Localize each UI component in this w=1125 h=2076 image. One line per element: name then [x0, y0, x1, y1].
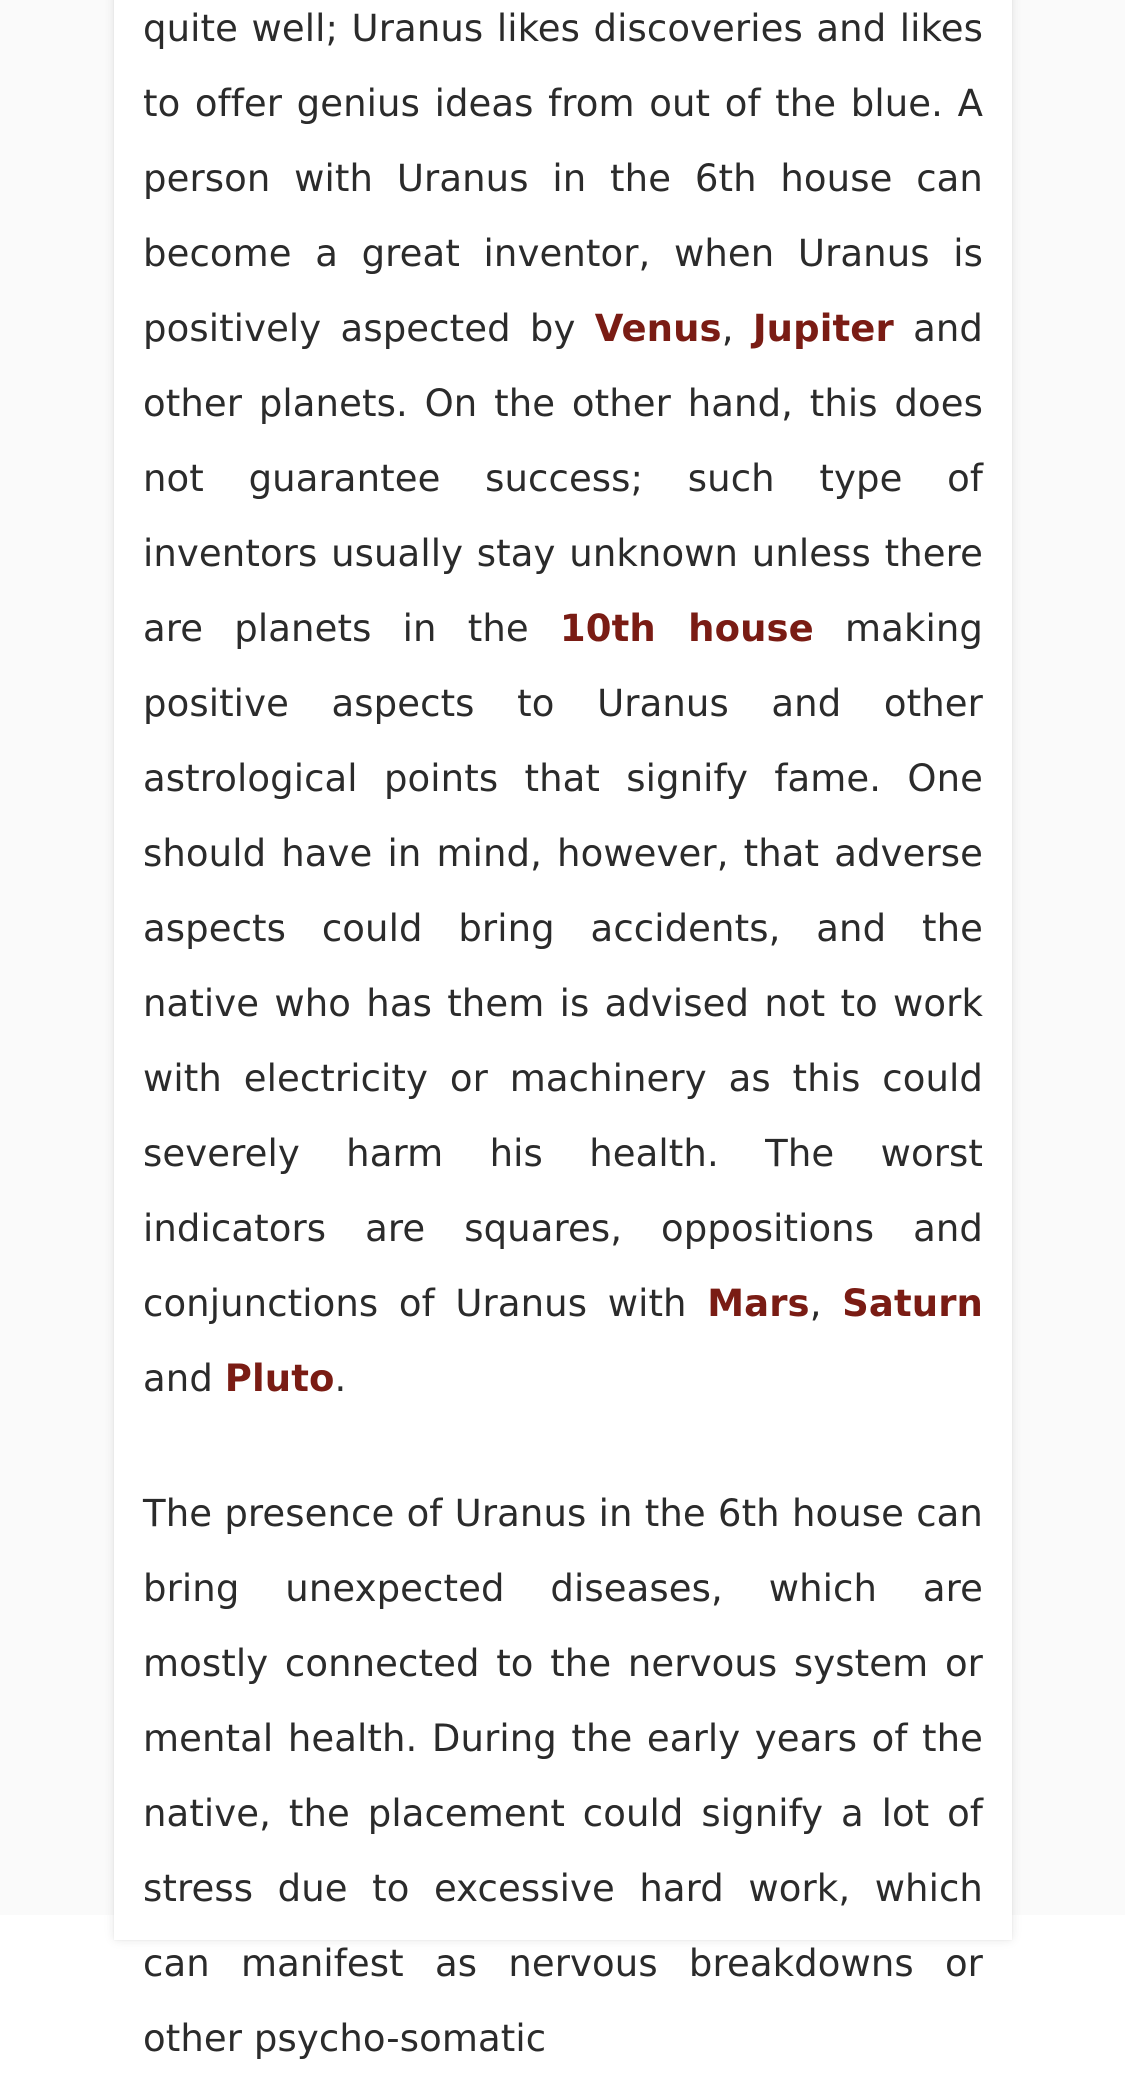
- separator-comma: ,: [721, 307, 753, 350]
- link-pluto[interactable]: Pluto: [224, 1357, 335, 1400]
- article-body: [143, 0, 983, 2076]
- paragraph-uranus-inventor: [143, 0, 983, 1416]
- paragraph-text: and: [143, 1357, 225, 1400]
- link-10th-house[interactable]: 10th house: [559, 607, 814, 650]
- paragraph-text: quite well; Uranus likes discoveries and likes to offer genius ideas from out of the blue. A person with Uranus in the 6th house can become a great inventor, when Uranus is positively aspected by: [143, 7, 983, 350]
- link-mars[interactable]: Mars: [707, 1282, 810, 1325]
- link-saturn[interactable]: Saturn: [842, 1282, 983, 1325]
- paragraph-text: making positive aspects to Uranus and other astrological points that signify fame. One should have in mind, however, that adverse aspects could bring accidents, and the native who has them is advised not to work with electricity or machinery as this could severely harm his health. The worst indicators are squares, oppositions and conjunctions of Uranus with: [143, 607, 983, 1325]
- paragraph-uranus-diseases: [143, 1476, 983, 2076]
- paragraph-text: The presence of Uranus in the 6th house can bring unexpected diseases, which are mostly connected to the nervous system or mental health. During the early years of the native, the placement could signify a lot of stress due to excessive hard work, which can manifest as nervous breakdowns or other psycho-somatic: [143, 1492, 983, 2060]
- link-jupiter[interactable]: Jupiter: [752, 307, 894, 350]
- paragraph-text: .: [334, 1357, 347, 1400]
- link-venus[interactable]: Venus: [594, 307, 722, 350]
- separator-comma: ,: [809, 1282, 843, 1325]
- paragraph-text: and other planets. On the other hand, this does not guarantee success; such type of inventors usually stay unknown unless there are planets in the: [143, 307, 983, 650]
